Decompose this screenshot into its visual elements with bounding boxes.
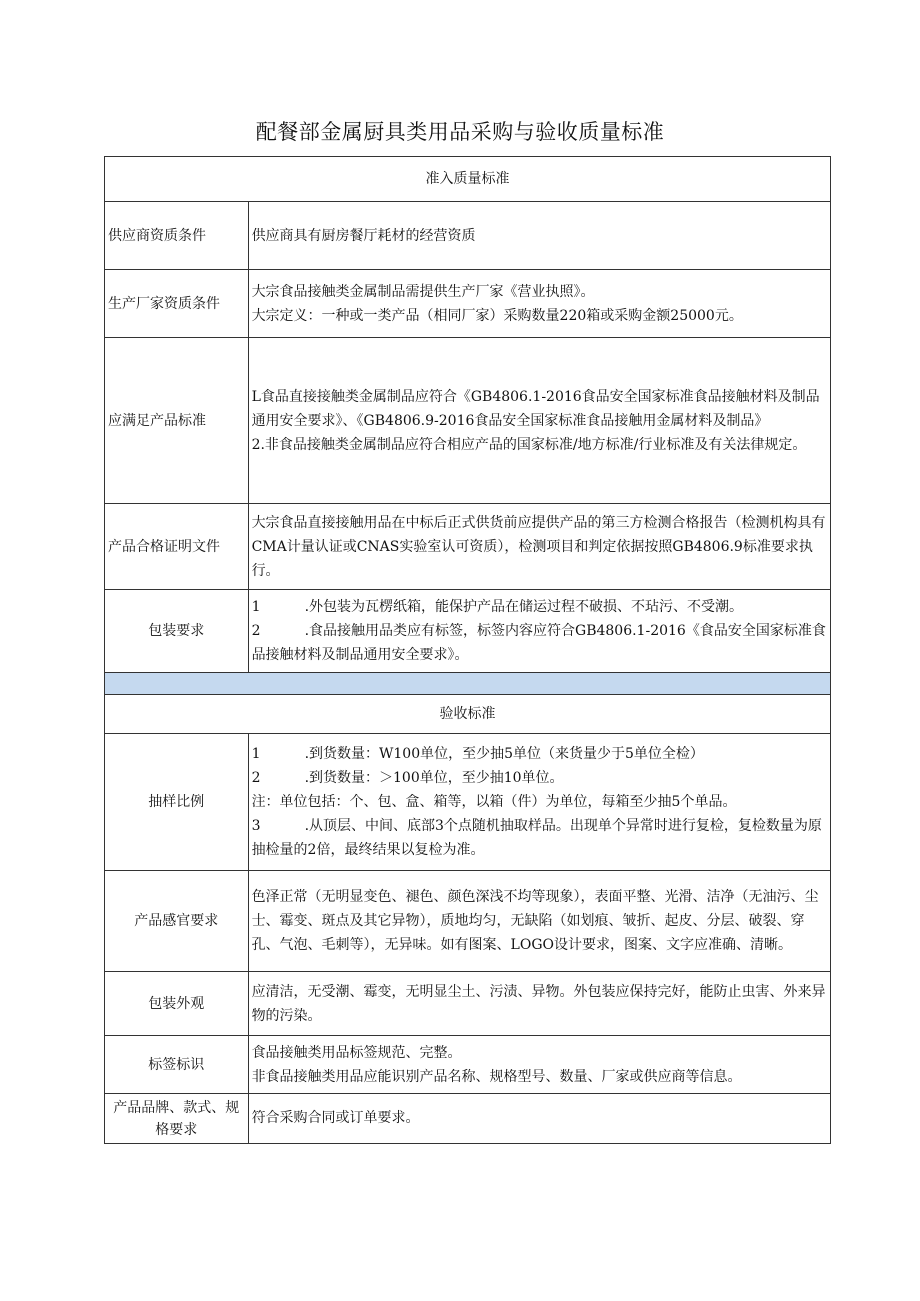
list-item: 1 .到货数量：W100单位，至少抽5单位（来货量少于5单位全检） <box>251 746 704 762</box>
table-row <box>105 590 831 673</box>
row-content <box>248 734 830 871</box>
table-row <box>105 338 831 504</box>
table-row <box>105 1036 831 1094</box>
admission-section-header-row <box>105 157 831 202</box>
row-content <box>248 1094 830 1144</box>
acceptance-section-title: 验收标准 <box>105 695 831 734</box>
row-content <box>248 202 830 270</box>
document-title: 配餐部金属厨具类用品采购与验收质量标准 <box>255 120 665 144</box>
table-row <box>105 1094 831 1144</box>
content-line: 2.非食品接触类金属制品应符合相应产品的国家标准/地方标准/行业标准及有关法律规定。 <box>251 436 807 453</box>
row-content <box>248 871 830 972</box>
content-line: 大宗食品直接接触用品在中标后正式供货前应提供产品的第三方检测合格报告（检测机构具有CMA计量认证或CNAS实验室认可资质），检测项目和判定依据按照GB4806.9标准要求执行。 <box>251 514 826 579</box>
row-label: 包装要求 <box>105 590 249 673</box>
row-label: 标签标识 <box>105 1036 249 1094</box>
content-line: 色泽正常（无明显变色、褪色、颜色深浅不均等现象），表面平整、光滑、洁净（无油污、尘士、霉变、斑点及其它异物），质地均匀，无缺陷（如划痕、皱折、起皮、分层、破裂、穿孔、气泡、毛刺等），无异味。如有图案、LOGO设计要求，图案、文字应准确、清晰。 <box>251 889 819 953</box>
table-row <box>105 202 831 270</box>
row-content <box>248 972 830 1036</box>
list-item: 1 .外包装为瓦楞纸箱，能保护产品在储运过程不破损、不玷污、不受潮。 <box>251 599 744 615</box>
content-line: 应清洁，无受潮、霉变，无明显尘土、污渍、异物。外包装应保持完好，能防止虫害、外来异物的污染。 <box>251 983 826 1024</box>
row-label: 抽样比例 <box>105 734 249 871</box>
table-row <box>105 972 831 1036</box>
list-item: 注：单位包括：个、包、盒、箱等，以箱（件）为单位，每箱至少抽5个单品。 <box>251 794 737 810</box>
standards-table <box>104 156 831 1144</box>
table-row <box>105 504 831 590</box>
row-content <box>248 338 830 504</box>
admission-section-title: 准入质量标准 <box>105 157 831 202</box>
section-divider <box>105 673 831 695</box>
row-content <box>248 504 830 590</box>
content-line: 大宗定义：一种或一类产品（相同厂家）采购数量220箱或采购金额25000元。 <box>251 307 743 324</box>
content-line: 符合采购合同或订单要求。 <box>251 1110 420 1126</box>
row-content <box>248 270 830 338</box>
table-row <box>105 871 831 972</box>
row-content <box>248 1036 830 1094</box>
content-line: L食品直接接触类金属制品应符合《GB4806.1-2016食品安全国家标准食品接触材料及制品通用安全要求》、《GB4806.9-2016食品安全国家标准食品接触用金属材料及制品》 <box>251 388 820 429</box>
row-content <box>248 590 830 673</box>
content-line: 大宗食品接触类金属制品需提供生产厂家《营业执照》。 <box>251 283 595 300</box>
row-label: 生产厂家资质条件 <box>105 270 249 338</box>
section-divider-row <box>105 673 831 695</box>
row-label: 包装外观 <box>105 972 249 1036</box>
list-item: 2 .食品接触用品类应有标签，标签内容应符合GB4806.1-2016《食品安全国家标准食品接触材料及制品通用安全要求》。 <box>251 623 826 663</box>
list-item: 2 .到货数量：＞100单位，至少抽10单位。 <box>251 770 564 786</box>
row-label: 产品品牌、款式、规格要求 <box>105 1094 249 1144</box>
row-label: 产品感官要求 <box>105 871 249 972</box>
content-line: 非食品接触类用品应能识别产品名称、规格型号、数量、厂家或供应商等信息。 <box>251 1068 742 1085</box>
content-line: 食品接触类用品标签规范、完整。 <box>251 1044 462 1061</box>
row-label: 供应商资质条件 <box>105 202 249 270</box>
list-item: 3 .从顶层、中间、底部3个点随机抽取样品。出现单个异常时进行复检，复检数量为原抽检量的2倍，最终结果以复检为准。 <box>251 818 822 858</box>
content-line: 供应商具有厨房餐厅耗材的经营资质 <box>251 227 476 244</box>
table-row <box>105 734 831 871</box>
acceptance-section-header-row <box>105 695 831 734</box>
row-label: 产品合格证明文件 <box>105 504 249 590</box>
table-row <box>105 270 831 338</box>
row-label: 应满足产品标准 <box>105 338 249 504</box>
